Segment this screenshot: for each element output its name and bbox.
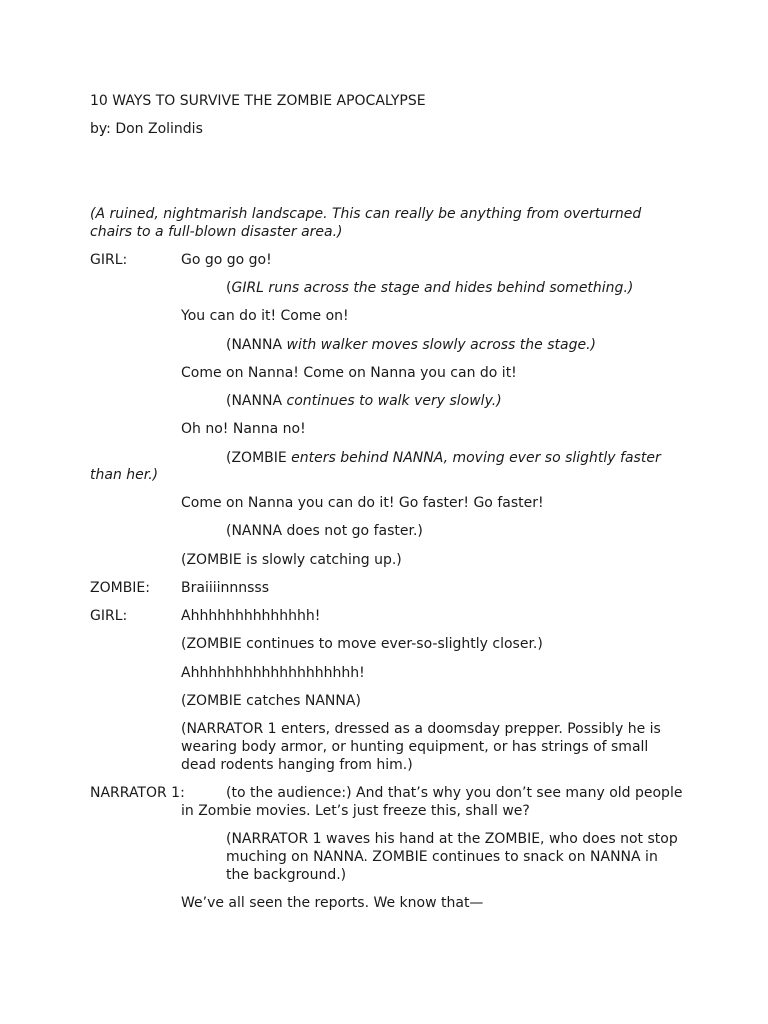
stage-direction-character: GIRL (231, 280, 264, 296)
stage-direction: (ZOMBIE continues to move ever-so-slightly closer.) (181, 636, 543, 652)
stage-direction-line-2: wearing body armor, or hunting equipment, or has strings of small (181, 739, 649, 755)
dialogue-line: We’ve all seen the reports. We know that— (181, 895, 484, 911)
dialogue-line: Braiiiinnnsss (181, 580, 269, 596)
dialogue-line: You can do it! Come on! (181, 308, 349, 324)
dialogue-line: Ahhhhhhhhhhhhhh! (181, 608, 321, 624)
dialogue-line: Ahhhhhhhhhhhhhhhhhhh! (181, 665, 365, 681)
dialogue-line: Come on Nanna you can do it! Go faster! Go faster! (181, 495, 544, 511)
stage-direction-continuation: than her.) (90, 467, 159, 483)
dialogue-line: Go go go go! (181, 252, 272, 268)
stage-direction-character: (NANNA (226, 337, 283, 353)
stage-direction (226, 279, 633, 297)
stage-direction (226, 336, 596, 354)
stage-direction-text: with walker moves slowly across the stage.) (282, 337, 597, 353)
stage-direction: (ZOMBIE catches NANNA) (181, 693, 361, 709)
speaker-zombie: ZOMBIE: (90, 580, 150, 596)
stage-direction (226, 449, 661, 467)
speaker-girl: GIRL: (90, 608, 128, 624)
stage-direction (226, 392, 502, 410)
stage-direction-text: enters behind NANNA, moving ever so slightly faster (286, 450, 661, 466)
script-title: 10 WAYS TO SURVIVE THE ZOMBIE APOCALYPSE (90, 93, 426, 109)
stage-direction-line-3: dead rodents hanging from him.) (181, 757, 413, 773)
dialogue-line-2: in Zombie movies. Let’s just freeze this, shall we? (181, 803, 530, 819)
speaker-narrator-1: NARRATOR 1: (90, 785, 185, 801)
byline: by: Don Zolindis (90, 121, 203, 137)
stage-direction-character: (ZOMBIE (226, 450, 287, 466)
dialogue-line-1: (to the audience:) And that’s why you don’t see many old people (226, 785, 683, 801)
speaker-girl: GIRL: (90, 252, 128, 268)
dialogue-line: Oh no! Nanna no! (181, 421, 306, 437)
stage-direction-text: continues to walk very slowly.) (282, 393, 502, 409)
stage-direction-character: (NANNA (226, 393, 283, 409)
stage-direction-line-1: (NARRATOR 1 waves his hand at the ZOMBIE, who does not stop (226, 831, 678, 847)
stage-direction: (NANNA does not go faster.) (226, 523, 423, 539)
opening-stage-direction-line-1: (A ruined, nightmarish landscape. This can really be anything from overturned (90, 206, 642, 222)
stage-direction: (ZOMBIE is slowly catching up.) (181, 552, 402, 568)
stage-direction-line-3: the background.) (226, 867, 347, 883)
stage-direction-open: ( (226, 280, 232, 296)
opening-stage-direction-line-2: chairs to a full-blown disaster area.) (90, 224, 343, 240)
stage-direction-line-2: muching on NANNA. ZOMBIE continues to snack on NANNA in (226, 849, 658, 865)
dialogue-line: Come on Nanna! Come on Nanna you can do it! (181, 365, 517, 381)
stage-direction-text: runs across the stage and hides behind something.) (263, 280, 634, 296)
stage-direction-line-1: (NARRATOR 1 enters, dressed as a doomsday prepper. Possibly he is (181, 721, 661, 737)
